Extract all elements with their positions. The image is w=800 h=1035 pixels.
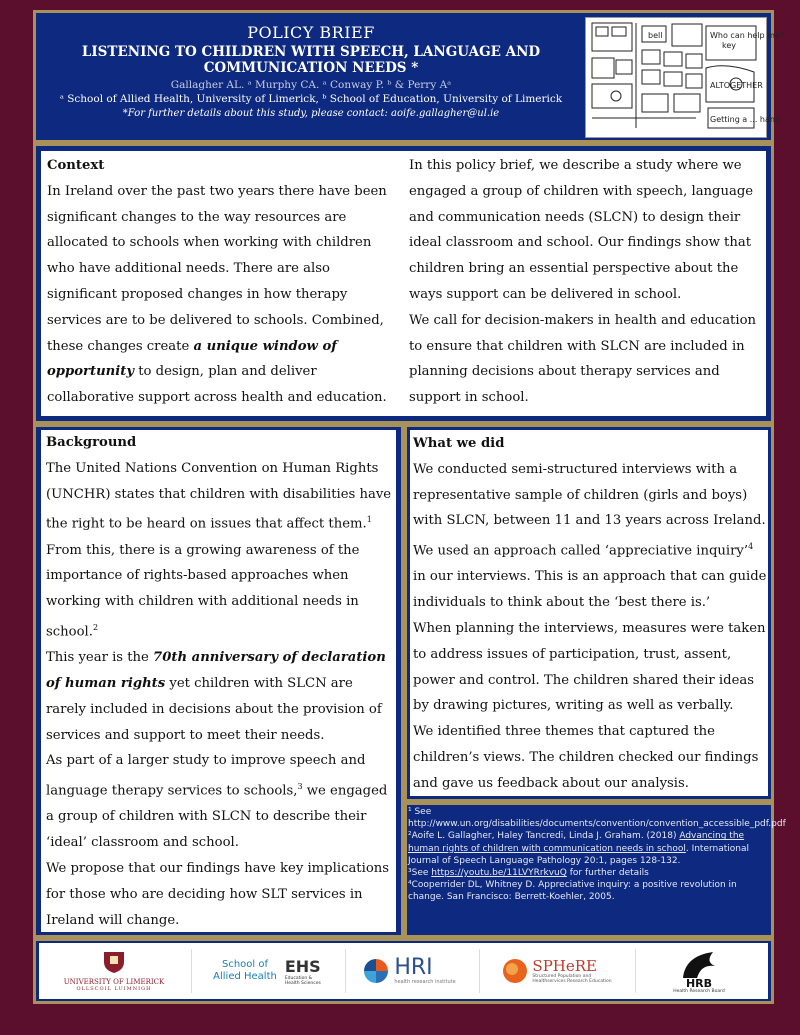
background-heading: Background: [46, 435, 137, 450]
drawing-text-4: ALTOGETHER: [710, 81, 763, 90]
children-drawing-image: [585, 17, 785, 138]
background-paragraph-2: From this, there is a growing awareness of the importance of rights-based approaches when working with children with additional needs in school.$^2$: [46, 542, 360, 640]
drawing-text-3: bell: [648, 31, 663, 40]
background-paragraph-4: As part of a larger study to improve speech and language therapy services to schools,$^3$ we engaged a group of children with SLCN to describe their ‘ideal’ classroom and school.: [46, 753, 388, 851]
drawing-text-5: Getting a ... hand: [710, 115, 781, 124]
context-paragraph-1: In Ireland over the past two years there have been significant changes to the way resources are allocated to schools when working with children who have additional needs. There are also significant proposed changes in how therapy services are to be delivered to schools. Combined, these changes create a unique window of opportunity to design, plan and deliver collaborative support across health and education.: [47, 183, 387, 406]
context-heading: Context: [47, 158, 105, 173]
header-banner: [33, 10, 785, 143]
context-emphasis: a unique window of opportunity: [47, 338, 337, 380]
what-we-did-paragraph-4: We identified three themes that captured the children’s views. The children checked our findings and gave us feedback about our analysis.: [413, 724, 759, 791]
context-paragraph-3: We call for decision-makers in health and education to ensure that children with SLCN are included in planning decisions about therapy services and support in school.: [409, 312, 757, 406]
what-we-did-heading: What we did: [413, 436, 505, 451]
footnote-1: ¹ See http://www.un.org/disabilities/documents/convention/convention_accessible_pdf.pdf: [408, 807, 786, 830]
logos-bar: [39, 943, 768, 999]
background-paragraph-5: We propose that our findings have key implications for those who are deciding how SLT services in Ireland will change.: [46, 860, 390, 928]
what-we-did-paragraph-2: We used an approach called ‘appreciative inquiry’$^4$ in our interviews. This is an approach that can guide individuals to think about the ‘best there is.’: [413, 542, 767, 611]
brief-label: POLICY BRIEF: [247, 23, 375, 42]
ehs-logo: EHS Education & Health Sciences: [284, 956, 321, 986]
hri-mark-icon: [362, 957, 390, 985]
affiliations: ᵃ School of Allied Health, University of Limerick, ᵇ School of Education, University of Limerick: [59, 93, 563, 105]
what-we-did-paragraph-3: When planning the interviews, measures were taken to address issues of participation, trust, assent, power and control. The children shared their ideas by drawing pictures, writing as well as verbally.: [413, 620, 766, 714]
footnote-3-link[interactable]: https://youtu.be/11LVYRrkvuQ: [431, 868, 567, 879]
background-emphasis: 70th anniversary of declaration of human rights: [46, 650, 386, 691]
context-left-column: [47, 153, 403, 411]
context-paragraph-2: In this policy brief, we describe a study where we engaged a group of children with speech, language and communication needs (SLCN) to design their ideal classroom and school. Our findings show that children bring an essential perspective about the ways support can be delivered in school.: [409, 158, 754, 302]
page-title: LISTENING TO CHILDREN WITH SPEECH, LANGUAGE AND COMMUNICATION NEEDS *: [81, 44, 541, 76]
allied-health-logo: School of Allied Health EHS Education & Health Sciences: [199, 943, 339, 999]
footnote-3: ³See https://youtu.be/11LVYRrkvuQ for further details: [408, 868, 649, 879]
header-title-area: [36, 13, 586, 140]
background-paragraph-1: The United Nations Convention on Human Rights (UNCHR) states that children with disabilities have the right to be heard on issues that affect them.$^1$: [46, 460, 392, 532]
context-right-column: [409, 153, 767, 411]
ul-logo: UNIVERSITY OF LIMERICK OLLSCOIL LUIMNIGH: [39, 943, 189, 999]
drawing-text-2: key: [722, 41, 737, 50]
sphere-mark-icon: [502, 958, 528, 984]
context-section: [39, 149, 768, 418]
background-section: [39, 428, 398, 934]
contact-note: *For further details about this study, please contact: aoife.gallagher@ul.ie: [122, 108, 500, 119]
hrb-logo: HRB Health Research Board: [639, 943, 759, 999]
footnote-2: ²Aoife L. Gallagher, Haley Tancredi, Linda J. Graham. (2018) Advancing the human rights of children with communication needs in school. International Journal of Speech Language Pathology 20:1, pages 128-132.: [408, 831, 750, 866]
what-we-did-section: [408, 428, 770, 798]
drawing-text-1: Who can help me?: [710, 31, 785, 40]
footnote-4: ⁴Cooperrider DL, Whitney D. Appreciative inquiry: a positive revolution in change. San Francisco: Berrett-Koehler, 2005.: [408, 880, 737, 903]
footnotes: [408, 806, 786, 904]
ul-crest-icon: [101, 950, 127, 974]
authors: Gallagher AL. ᵃ Murphy CA. ᵃ Conway P. ᵇ & Perry Aᵃ: [170, 79, 452, 91]
what-we-did-column: [413, 431, 769, 797]
footnote-2-link[interactable]: Advancing the human rights of children with communication needs in school: [408, 831, 745, 854]
background-paragraph-3: This year is the 70th anniversary of declaration of human rights yet children with SLCN are rarely included in decisions about the provision of services and support to meet their needs.: [46, 650, 386, 743]
what-we-did-paragraph-1: We conducted semi-structured interviews with a representative sample of children (girls and boys) with SLCN, between 11 and 13 years across Ireland.: [413, 461, 766, 529]
sphere-logo: SPHeRE Structured Population and Healthservices Research Education: [487, 943, 627, 999]
background-column: [46, 430, 396, 933]
hri-logo: HRI health research institute: [349, 943, 469, 999]
